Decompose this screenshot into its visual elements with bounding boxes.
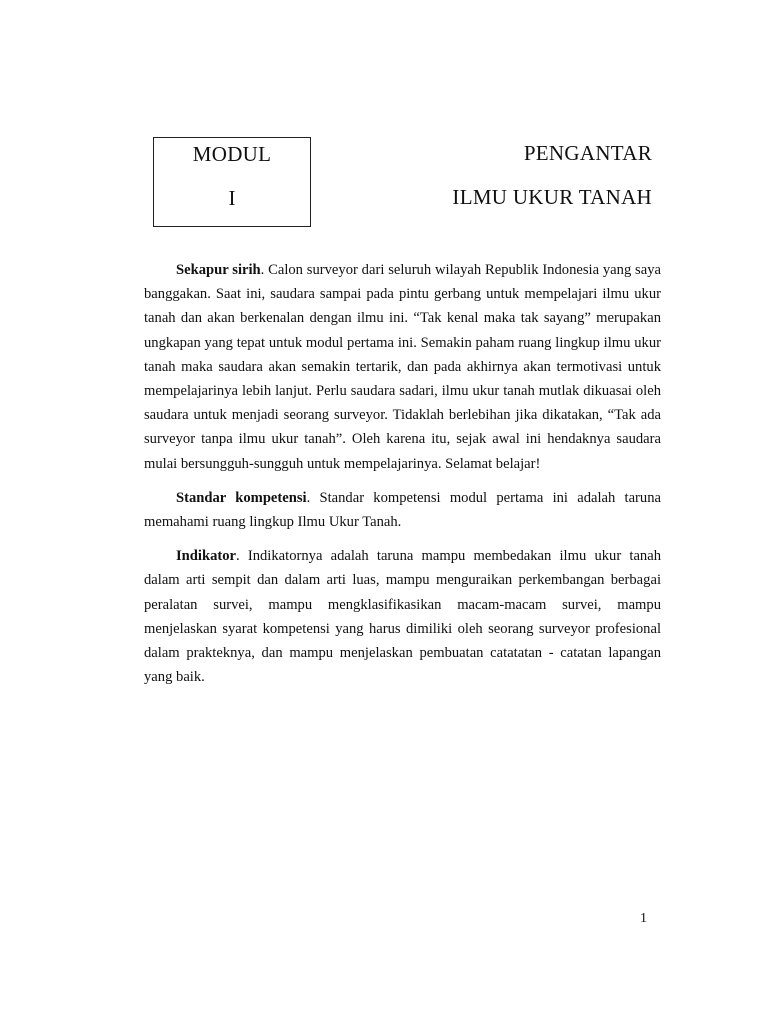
paragraph-text: . Indikatornya adalah taruna mampu membedakan ilmu ukur tanah dalam arti sempit dan dalam arti luas, mampu menguraikan perkembangan berbagai peralatan survei, mampu mengklasifikasikan macam-macam survei, mampu menjelaskan syarat kompetensi yang harus dimiliki oleh seorang surveyor profesional dalam prakteknya, dan mampu menjelaskan pembuatan catatatan - catatan lapangan yang baik. bbox=[144, 548, 661, 686]
paragraph-text: . Calon surveyor dari seluruh wilayah Republik Indonesia yang saya banggakan. Saat ini, saudara sampai pada pintu gerbang untuk mempelajari ilmu ukur tanah dan akan berkenalan dengan ilmu ini. “Tak kenal maka tak sayang” merupakan ungkapan yang tepat untuk modul pertama ini. Semakin paham ruang lingkup ilmu ukur tanah maka saudara akan semakin tertarik, dan pada akhirnya akan termotivasi untuk mempelajarinya lebih lanjut. Perlu saudara sadari, ilmu ukur tanah mutlak dikuasai oleh saudara untuk menjadi seorang surveyor. Tidaklah berlebihan jika dikatakan, “Tak ada surveyor tanpa ilmu ukur tanah”. Oleh karena itu, sejak awal ini hendaknya saudara mulai bersungguh-sungguh untuk mempelajarinya. Selamat belajar! bbox=[144, 262, 661, 472]
page-number: 1 bbox=[640, 911, 647, 926]
paragraph-text: . Standar kompetensi modul pertama ini adalah taruna memahami ruang lingkup Ilmu Ukur Tanah. bbox=[144, 489, 661, 531]
module-label: MODUL bbox=[192, 142, 272, 166]
module-number: I bbox=[228, 186, 236, 210]
paragraph-heading: Sekapur sirih bbox=[176, 262, 261, 278]
chapter-title-line1: PENGANTAR bbox=[523, 141, 652, 165]
paragraph-sekapur-sirih bbox=[144, 258, 661, 476]
module-box bbox=[153, 137, 311, 227]
body-text bbox=[144, 258, 661, 689]
paragraph-standar-kompetensi bbox=[144, 486, 661, 534]
paragraph-heading: Standar kompetensi bbox=[176, 489, 307, 506]
chapter-title-line2: ILMU UKUR TANAH bbox=[452, 185, 652, 209]
paragraph-indikator bbox=[144, 544, 661, 689]
paragraph-heading: Indikator bbox=[176, 548, 237, 565]
